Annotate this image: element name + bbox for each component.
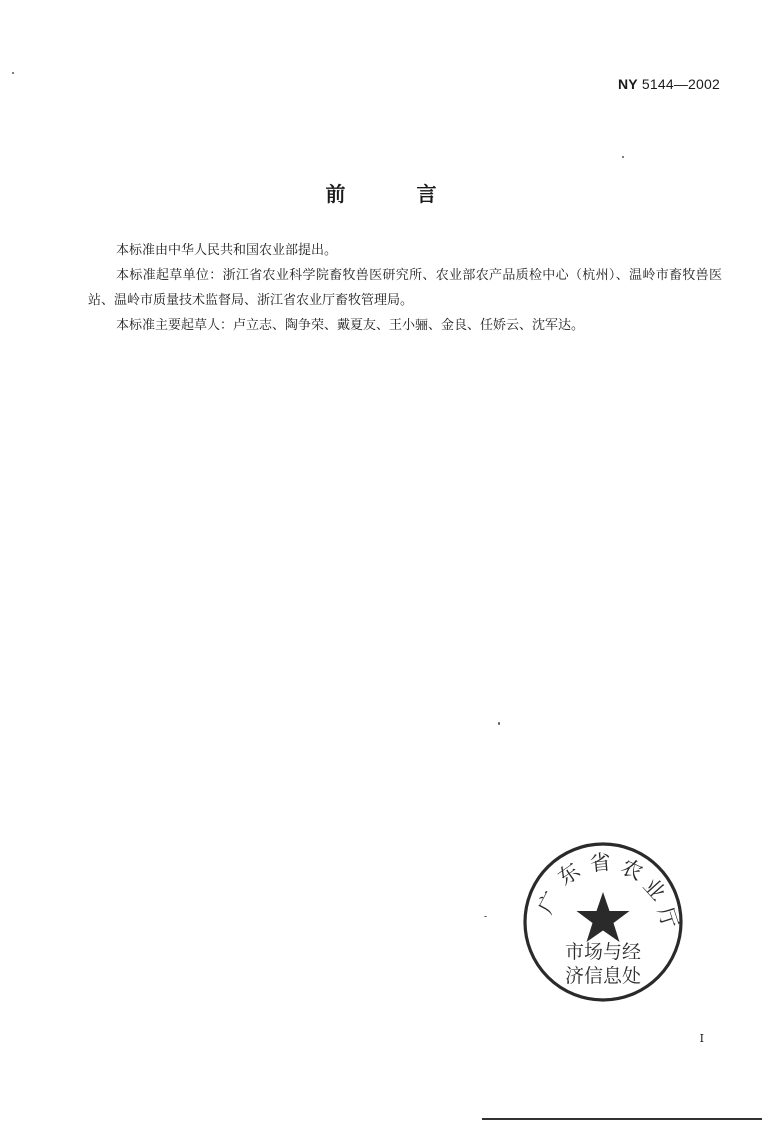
scan-speck (12, 72, 14, 74)
seal-char: 省 (588, 850, 612, 876)
paragraph-drafting-units: 本标准起草单位：浙江省农业科学院畜牧兽医研究所、农业部农产品质检中心（杭州）、温岭市畜牧兽医站、温岭市质量技术监督局、浙江省农业厅畜牧管理局。 (88, 268, 722, 308)
foreword-body (88, 238, 722, 338)
page-number: I (699, 1032, 704, 1045)
paragraph-drafters: 本标准主要起草人：卢立志、陶争荣、戴夏友、王小骊、金良、任娇云、沈军达。 (116, 318, 585, 333)
seal-char: 广 (533, 887, 565, 918)
paragraph-proposer: 本标准由中华人民共和国农业部提出。 (116, 243, 338, 258)
scan-speck (622, 156, 624, 158)
seal-inner-line-1: 市场与经 (564, 941, 642, 963)
bottom-divider (482, 1118, 762, 1120)
seal-star-icon (577, 892, 630, 942)
scan-speck (498, 722, 500, 725)
scan-speck (484, 916, 487, 917)
official-seal (521, 840, 685, 1004)
standard-code: 5144—2002 (641, 76, 720, 92)
page-title: 前 言 (325, 182, 469, 206)
seal-char: 农 (617, 854, 647, 885)
seal-graphic (521, 840, 685, 1004)
standard-number (618, 76, 720, 92)
seal-char: 业 (638, 873, 671, 906)
standard-prefix: NY (617, 76, 638, 92)
seal-inner-line-2: 济信息处 (564, 965, 642, 987)
seal-char: 东 (553, 858, 585, 891)
seal-char: 厅 (653, 904, 683, 932)
